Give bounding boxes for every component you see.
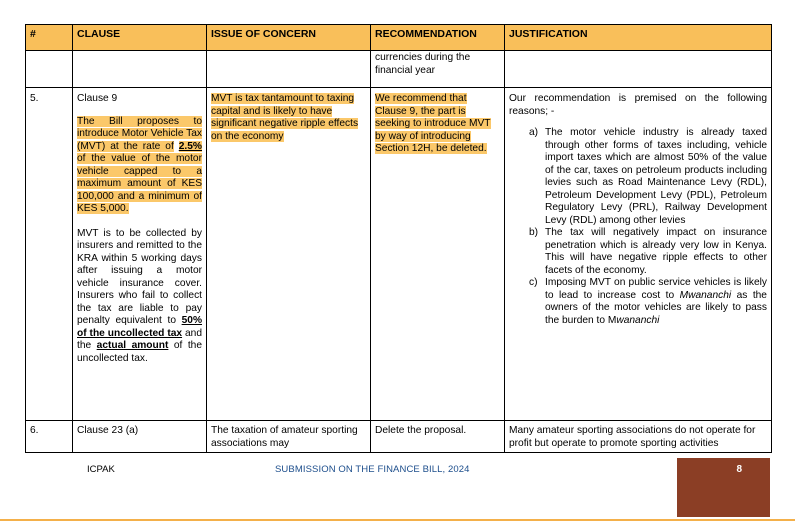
header-issue: ISSUE OF CONCERN — [207, 25, 371, 51]
issue-cell — [207, 88, 371, 421]
submission-table — [25, 24, 772, 453]
cell-empty — [73, 51, 207, 88]
reasons-list — [509, 127, 767, 327]
page-number: 8 — [736, 464, 742, 475]
header-clause: CLAUSE — [73, 25, 207, 51]
recommendation-text: We recommend that Clause 9, the part is seeking to introduce MVT by way of introducing Section 12H, be deleted. — [375, 93, 491, 154]
justification-intro: Our recommendation is premised on the following reasons; - — [509, 93, 767, 117]
reason-marker-b: b) — [529, 227, 539, 238]
clause-collection-end: of the uncollected tax. — [77, 340, 202, 364]
actual-amount: actual amount — [96, 340, 169, 351]
issue-cell: The taxation of amateur sporting associations may — [207, 421, 371, 453]
header-number: # — [26, 25, 73, 51]
penalty-percentage: 50% of the uncollected tax — [77, 315, 202, 339]
reason-text-c: Imposing MVT on public service vehicles is likely to lead to increase cost to — [545, 277, 767, 301]
table-row-continuation — [26, 51, 772, 88]
reason-marker-a: a) — [529, 127, 539, 138]
justification-cell — [505, 88, 772, 421]
page-number-box — [677, 458, 770, 517]
clause-text-1: The Bill proposes to introduce Motor Vehicle Tax (MVT) at the rate of — [77, 115, 202, 152]
reason-text-c-italic-1: Mwananchi — [679, 289, 732, 301]
clause-cell — [73, 88, 207, 421]
issue-text: MVT is tax tantamount to taxing capital and is likely to have significant negative ripple effects on the economy — [211, 93, 359, 142]
reason-text-c-2: as the owners of the motor vehicles are likely to pass the burden to M — [545, 289, 767, 326]
header-recommendation: RECOMMENDATION — [371, 25, 505, 51]
clause-collection — [77, 228, 202, 366]
justification-cell: Many amateur sporting associations do not operate for profit but operate to promote sporting activities — [505, 421, 772, 453]
reason-item-a — [509, 127, 767, 227]
clause-title: Clause 9 — [77, 93, 118, 104]
reason-item-b — [509, 227, 767, 277]
recommendation-cell: Delete the proposal. — [371, 421, 505, 453]
clause-description — [77, 116, 202, 216]
table-row-6 — [26, 421, 772, 453]
table-row-5 — [26, 88, 772, 421]
continuation-recommendation: currencies during the financial year — [371, 51, 505, 88]
row-number: 5. — [26, 88, 73, 421]
reason-item-c — [509, 277, 767, 327]
cell-empty — [26, 51, 73, 88]
reason-text-a: The motor vehicle industry is already taxed through other forms of taxes including, vehicle import taxes which are almost 50% of the value of the car, taxes on petroleum products including levies such as Road Maintenance Levy (RDL), Petroleum Development Levy (PDL), Petroleum Regulatory Levy (PRL), Railway Development Levy (RDL) among other levies — [545, 127, 767, 226]
recommendation-cell — [371, 88, 505, 421]
header-justification: JUSTIFICATION — [505, 25, 772, 51]
footer-organization: ICPAK — [87, 464, 115, 475]
clause-collection-text: MVT is to be collected by insurers and remitted to the KRA within 5 working days after issuing a motor vehicle insurance cover. Insurers who fail to collect the tax are liable to pay penalty equivalent to — [77, 227, 202, 326]
reason-marker-c: c) — [529, 277, 538, 288]
reason-text-c-italic-2: wananchi — [616, 314, 660, 326]
bottom-divider — [0, 519, 795, 521]
cell-empty — [207, 51, 371, 88]
reason-text-b: The tax will negatively impact on insurance penetration which is already very low in Kenya. This will have negative ripple effects to other facets of the economy. — [545, 227, 767, 276]
footer-document-title: SUBMISSION ON THE FINANCE BILL, 2024 — [275, 464, 470, 475]
cell-empty — [505, 51, 772, 88]
clause-rate: 2.5% — [178, 140, 202, 152]
row-number: 6. — [26, 421, 73, 453]
clause-cell: Clause 23 (a) — [73, 421, 207, 453]
table-header-row — [26, 25, 772, 51]
clause-collection-and: and the — [77, 327, 202, 351]
clause-text-2: of the value of the motor vehicle capped to a maximum amount of KES 100,000 and a minimum of KES 5,000. — [77, 153, 202, 214]
